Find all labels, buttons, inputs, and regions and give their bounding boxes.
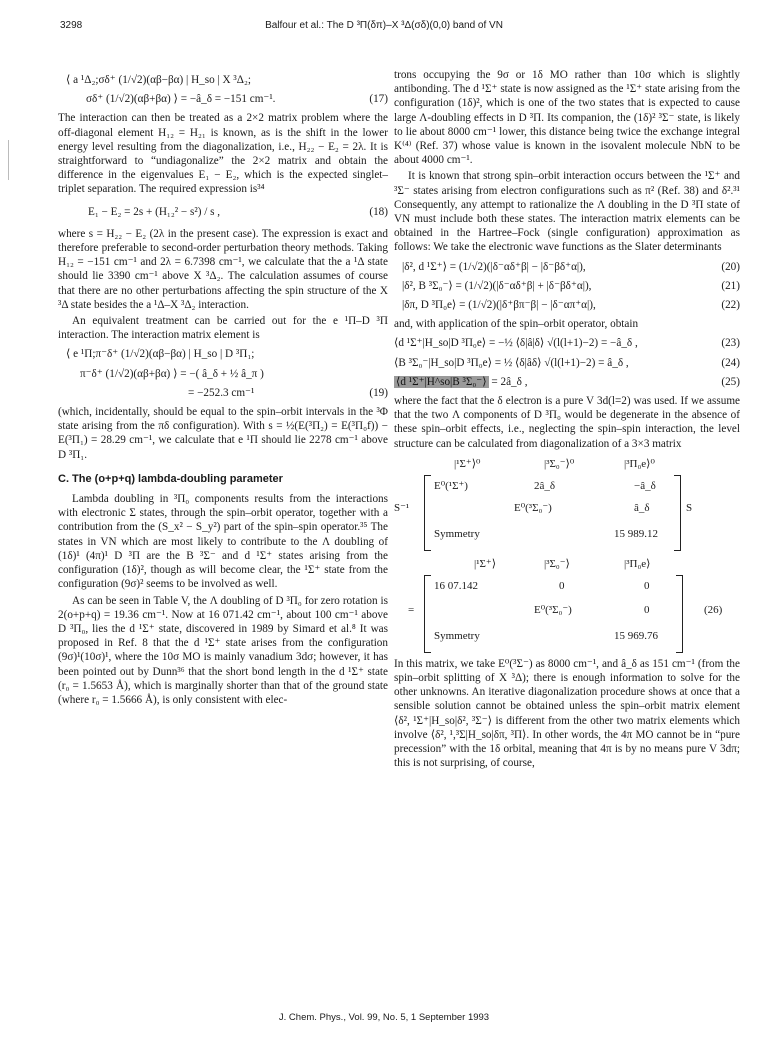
margin-rule bbox=[8, 140, 9, 180]
equation-19: = −252.3 cm⁻¹ (19) bbox=[188, 386, 388, 399]
right-column bbox=[394, 68, 740, 773]
paragraph: As can be seen in Table V, the Λ doubling of D ³Π₀ for zero rotation is 2(o+p+q) = 19.36 cm⁻¹. Now at 16 071.42 cm⁻¹, about 100 cm⁻¹ above D ³Π₀, lies the d ¹Σ⁺ state, discovered in 1989 by Simard et al.⁸ It was proposed in Ref. 8 that the d ¹Σ⁺ state arises from the configuration (9σ)¹(10σ)¹, where the 10σ MO is mainly vanadium 3dσ; however, it has been pointed out by Dunn³⁶ that the short bond length in the d ¹Σ⁺ state (r₀ = 1.5653 Å), which is marginally shorter than that of the ground state (where r₀ = 1.5666 Å), is only consistent with elec- bbox=[58, 594, 388, 706]
equation-number: (22) bbox=[721, 299, 740, 312]
equation-number: (17) bbox=[369, 93, 388, 106]
left-column bbox=[58, 68, 388, 709]
matrix-header: |³Σ₀⁻⟩ bbox=[544, 557, 570, 570]
matrix-equation-26 bbox=[394, 457, 740, 653]
matrix-cell: 2â_δ bbox=[534, 479, 556, 492]
paragraph: An equivalent treatment can be carried out for the e ¹Π–D ³Π interaction. The interaction matrix element is bbox=[58, 315, 388, 342]
matrix-prefix: = bbox=[408, 603, 415, 616]
equation-24: ⟨B ³Σ₀⁻|H_so|D ³Π₀e⟩ = ½ ⟨δ|âδ⟩ √(l(l+1)−2) = â_δ , (24) bbox=[394, 356, 740, 369]
paragraph: and, with application of the spin–orbit operator, obtain bbox=[394, 318, 639, 331]
paragraph: trons occupying the 9σ or 1δ MO rather than 10σ which is slightly antibonding. The d ¹Σ⁺ state is now assigned as the ¹Σ⁺ state arising from the configuration (1δ)², which is one of the two states that is expected to cause large Λ-doubling effects in D ³Π. Its companion, the (1δ)² ³Σ⁻ state, is likely to lie about 8000 cm⁻¹ lower, this distance being twice the exchange integral K⁽⁴⁾ (Ref. 37) whose value is known in the isovalent molecule NbN to be about 4000 cm⁻¹. bbox=[394, 69, 740, 167]
matrix-cell: 15 969.76 bbox=[614, 629, 658, 642]
equation-number: (20) bbox=[721, 260, 740, 273]
highlighted-matrix-element: ⟨d ¹Σ⁺|H^so|B ³Σ₀⁻⟩ bbox=[396, 375, 487, 388]
left-bracket bbox=[424, 475, 431, 551]
equation-20: |δ², d ¹Σ⁺⟩ = (1/√2)(|δ⁻αδ⁺β| − |δ⁻βδ⁺α|), (20) bbox=[402, 260, 740, 273]
right-bracket bbox=[674, 475, 681, 551]
matrix-cell: â_δ bbox=[634, 501, 650, 514]
paragraph: where the fact that the δ electron is a pure V 3d(l=2) was used. If we assume that the two Λ components of D ³Π₀ would be degenerate in the absence of these spin–orbit effects, i.e., neglecting the spin–spin interaction, the level structure can be calculated from diagonalization of a 3×3 matrix bbox=[394, 395, 740, 450]
equation-number: (23) bbox=[721, 337, 740, 350]
paragraph: where s = H₂₂ − E₂ (2λ in the present case). The expression is exact and therefore preferable to second-order perturbation theory methods. Taking H₁₂ = −151 cm⁻¹ and 2λ = 6.7398 cm⁻¹, we calculate that the a ¹Δ state should lie 3390 cm⁻¹ above X ³Δ₂. The calculation assumes of course that there are no other perturbations affecting the spin structure of the X ³Δ state besides the a ¹Δ–X ³Δ₂ interaction. bbox=[58, 227, 388, 311]
paragraph: It is known that strong spin–orbit interaction occurs between the ¹Σ⁺ and ³Σ⁻ states arising from electron configurations such as π² (Ref. 38) and δ².³¹ Consequently, any attempt to rationalize the Λ doubling in the D ³Π state of VN must include both these states. The interaction matrix elements can be obtained in the Hartree–Fock (single configuration) approximation as follows: We take the electronic wave functions as the Slater determinants bbox=[394, 170, 740, 254]
matrix-header: |³Π₀e⟩ bbox=[624, 557, 651, 570]
paragraph: (which, incidentally, should be equal to the spin–orbit intervals in the ³Φ state arising from the πδ configuration). With s = ½(E(³Π₂) = E(³Π₀f)) − E(³Π₁) = 28.29 cm⁻¹, we calculate that e ¹Π should lie 2278 cm⁻¹ above D ³Π₁. bbox=[58, 406, 388, 461]
matrix-cell: 0 bbox=[644, 579, 650, 592]
equation-23: ⟨d ¹Σ⁺|H_so|D ³Π₀e⟩ = −½ ⟨δ|â|δ⟩ √(l(l+1)−2) = −â_δ , (23) bbox=[394, 337, 740, 350]
matrix-prefix: S⁻¹ bbox=[394, 501, 410, 514]
equation-17: σδ⁺ (1/√2)(αβ+βα) ⟩ = −â_δ = −151 cm⁻¹. (17) bbox=[86, 93, 388, 106]
equation-number: (18) bbox=[369, 205, 388, 218]
paragraph: In this matrix, we take E⁰(³Σ⁻) as 8000 cm⁻¹, and â_δ as 151 cm⁻¹ (from the spin–orbit splitting of X ³Δ); there is enough information to solve for the other unknowns. An iterative diagonalization procedure shows at once that a sensible solution cannot be obtained unless the spin–orbit matrix element ⟨δ², ¹Σ⁺|H_so|δ², ³Σ⁻⟩ is different from the other two matrix elements which involve ⟨δ², ¹,³Σ|H_so|δπ, ³Π⟩. In other words, the 4π MO cannot be in “pure precession” with the 1δ orbital, meaning that 4π is by no means pure V 3dπ; this is not surprising, of course, bbox=[394, 657, 740, 770]
page-number: 3298 bbox=[60, 20, 83, 31]
equation-number: (21) bbox=[721, 279, 740, 292]
equation-number: (26) bbox=[704, 603, 723, 616]
matrix-cell: 0 bbox=[559, 579, 565, 592]
matrix-header: |³Π₀e⟩⁰ bbox=[624, 457, 655, 470]
journal-citation: J. Chem. Phys., Vol. 99, No. 5, 1 September 1993 bbox=[278, 1012, 490, 1023]
equation-18: E₁ − E₂ = 2s + (H₁₂² − s²) / s , (18) bbox=[88, 205, 388, 218]
matrix-cell: −â_δ bbox=[634, 479, 656, 492]
equation-17-line1: ⟨ a ¹Δ₂;σδ⁺ (1/√2)(αβ−βα) | H_so | X ³Δ₂; bbox=[66, 74, 251, 86]
paragraph: The interaction can then be treated as a 2×2 matrix problem where the off-diagonal element H₁₂ = H₂₁ is known, as is the shift in the lower energy level resulting from the diagonalization, i.e., H₂₂ − E₂ = 2λ. It is straightforward to “undiagonalize” the 2×2 matrix and obtain the difference in the eigenvalues E₁ − E₂, which is the expected singlet–triplet separation. The required expression is³⁴ bbox=[58, 112, 388, 196]
equation-19-line2: π⁻δ⁺ (1/√2)(αβ+βα) ⟩ = −( â_δ + ½ â_π ) bbox=[80, 367, 264, 380]
matrix-cell: Symmetry bbox=[434, 527, 480, 540]
equation-21: |δ², B ³Σ₀⁻⟩ = (1/√2)(|δ⁻αδ⁺β| + |δ⁻βδ⁺α|), (21) bbox=[402, 279, 740, 292]
equation-22: |δπ, D ³Π₀e⟩ = (1/√2)(|δ⁺βπ⁻β| − |δ⁻απ⁺α|), (22) bbox=[402, 299, 740, 312]
matrix-suffix: S bbox=[686, 501, 693, 514]
matrix-header: |³Σ₀⁻⟩⁰ bbox=[544, 457, 575, 470]
section-heading: C. The (o+p+q) lambda-doubling parameter bbox=[58, 472, 283, 485]
equation-number: (24) bbox=[721, 356, 740, 369]
matrix-cell: Symmetry bbox=[434, 629, 480, 642]
left-bracket bbox=[424, 575, 431, 653]
matrix-cell: 0 bbox=[644, 603, 650, 616]
matrix-cell: 16 07.142 bbox=[434, 579, 478, 592]
running-title: Balfour et al.: The D ³Π(δπ)–X ³Δ(σδ)(0,0) band of VN bbox=[265, 20, 503, 31]
matrix-header: |¹Σ⁺⟩⁰ bbox=[454, 457, 481, 470]
equation-25: ⟨d ¹Σ⁺|H^so|B ³Σ₀⁻⟩ = 2â_δ , (25) bbox=[396, 375, 740, 388]
equation-number: (25) bbox=[721, 375, 740, 388]
paragraph: Lambda doubling in ³Π₀ components results from the interactions with electronic Σ states, through the spin–orbit operator, together with a contribution from the (S_x² − S_y²) part of the spin–spin operator.³⁵ The states in VN which are most likely to contribute to the Λ doubling of (1δ)¹ (4π)¹ D ³Π are the B ³Σ⁻ and d ¹Σ⁺ states arising from the configuration (1δ)², though as will become clear, the ¹Σ⁺ state from the configuration (9σ)² seems to be involved as well. bbox=[58, 493, 388, 591]
matrix-cell: 15 989.12 bbox=[614, 527, 658, 540]
matrix-cell: E⁰(³Σ₀⁻) bbox=[534, 603, 572, 616]
matrix-header: |¹Σ⁺⟩ bbox=[474, 557, 496, 570]
right-bracket bbox=[676, 575, 683, 653]
equation-19-line1: ⟨ e ¹Π;π⁻δ⁺ (1/√2)(αβ−βα) | H_so | D ³Π₁; bbox=[66, 348, 255, 361]
equation-number: (19) bbox=[369, 386, 388, 399]
matrix-cell: E⁰(¹Σ⁺) bbox=[434, 479, 468, 492]
matrix-cell: E⁰(³Σ₀⁻) bbox=[514, 501, 552, 514]
